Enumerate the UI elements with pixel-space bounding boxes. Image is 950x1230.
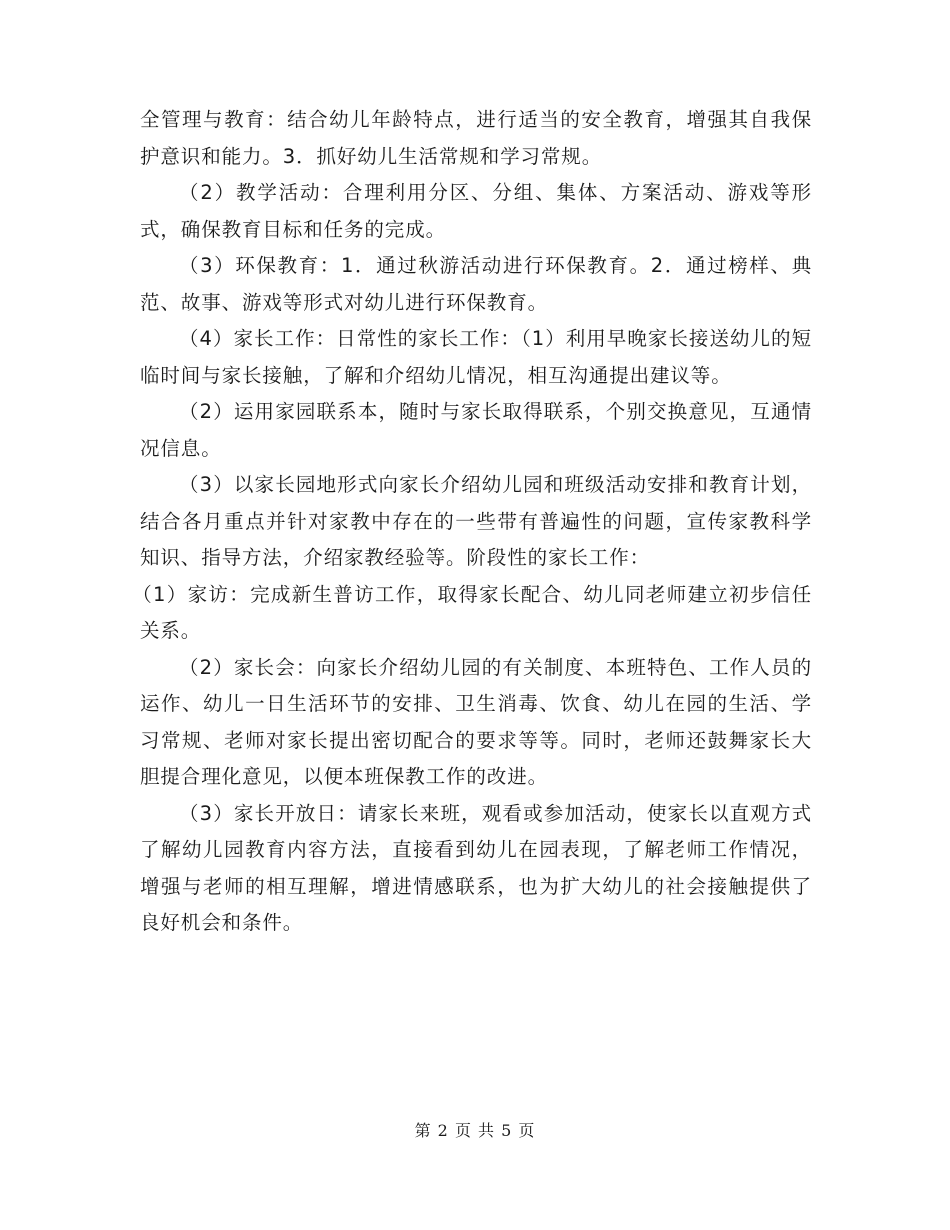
paragraph-5: （2）运用家园联系本，随时与家长取得联系，个别交换意见，互通情况信息。 <box>140 400 812 460</box>
paragraph-2: （2）教学活动：合理利用分区、分组、集体、方案活动、游戏等形式，确保教育目标和任务的完成。 <box>140 181 812 241</box>
paragraph-1: 全管理与教育：结合幼儿年龄特点，进行适当的安全教育，增强其自我保护意识和能力。3．抓好幼儿生活常规和学习常规。 <box>140 108 812 168</box>
document-body <box>132 102 812 942</box>
paragraph-8: （2）家长会：向家长介绍幼儿园的有关制度、本班特色、工作人员的运作、幼儿一日生活环节的安排、卫生消毒、饮食、幼儿在园的生活、学习常规、老师对家长提出密切配合的要求等等。同时，老师还鼓舞家长大胆提合理化意见，以便本班保教工作的改进。 <box>140 655 812 788</box>
paragraph-9: （3）家长开放日：请家长来班，观看或参加活动，使家长以直观方式了解幼儿园教育内容方法，直接看到幼儿在园表现，了解老师工作情况，增强与老师的相互理解，增进情感联系，也为扩大幼儿的社会接触提供了良好机会和条件。 <box>140 801 812 934</box>
page-number-footer: 第 2 页 共 5 页 <box>414 1121 536 1140</box>
paragraph-4: （4）家长工作：日常性的家长工作：（1）利用早晚家长接送幼儿的短临时间与家长接触，了解和介绍幼儿情况，相互沟通提出建议等。 <box>140 327 812 387</box>
paragraph-6: （3）以家长园地形式向家长介绍幼儿园和班级活动安排和教育计划，结合各月重点并针对家教中存在的一些带有普遍性的问题，宣传家教科学知识、指导方法，介绍家教经验等。阶段性的家长工作： <box>140 473 812 569</box>
paragraph-7: （1）家访：完成新生普访工作，取得家长配合、幼儿同老师建立初步信任关系。 <box>132 582 812 642</box>
paragraph-3: （3）环保教育：1．通过秋游活动进行环保教育。2．通过榜样、典范、故事、游戏等形式对幼儿进行环保教育。 <box>140 254 812 314</box>
